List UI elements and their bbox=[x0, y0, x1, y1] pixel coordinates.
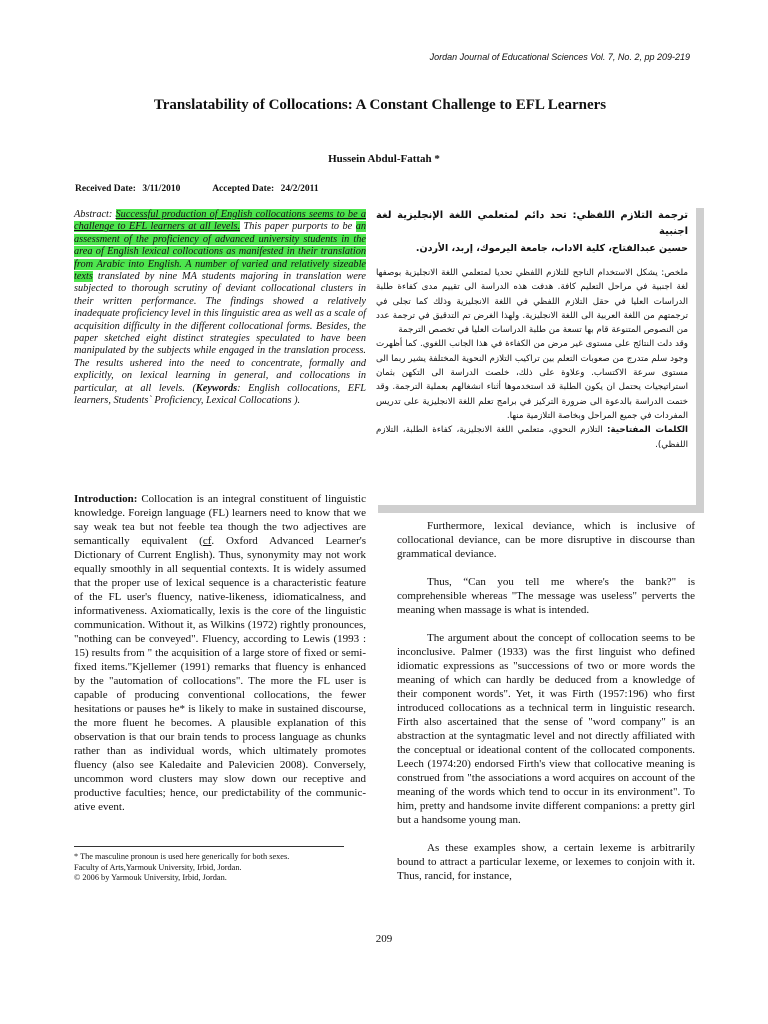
arabic-author: حسين عبدالفتاح، كلية الاداب، جامعة اليرموك، إربد، الأردن. bbox=[415, 243, 688, 254]
arabic-keywords-label: الكلمات المفتاحية: bbox=[607, 425, 688, 436]
footnote-affiliation: Faculty of Arts,Yarmouk University, Irbid, Jordan. bbox=[74, 862, 242, 872]
accepted-label: Accepted Date: bbox=[212, 184, 275, 194]
received-label: Received Date: bbox=[75, 184, 136, 194]
paper-author: Hussein Abdul-Fattah * bbox=[328, 153, 440, 165]
introduction-text-a: Collocation is an integral constituent of linguistic knowledge. Foreign language (FL) learners need to know that we say weak tea but not feeble tea though the two adjectives are semantically equivalent ( bbox=[74, 493, 366, 547]
arabic-keywords bbox=[376, 423, 688, 452]
received-date: 3/11/2010 bbox=[142, 184, 181, 194]
arabic-box-shadow-right bbox=[696, 208, 704, 513]
abstract-text-2: translated by nine MA students majoring in translation were subjected to thorough scrutiny of deviant collocational clusters in their written performance. The findings showed a relatively inadequate proficiency level in this linguistic area as well as a scale of acquisition difficulty in the different collocational forms. Besides, the paper sketched eight distinct strategies speculated to have been manipulated by the subjects while engaged in the translation process. The results ushered into the need to concentrate, formally and explicitly, on lexical learning in general, and collocations in particular, at all levels. ( bbox=[74, 271, 366, 394]
arabic-abstract bbox=[376, 208, 688, 452]
abstract-highlight-1: Successful production of English collocations seems to be a challenge to EFL learners at all levels. bbox=[74, 209, 366, 233]
english-abstract bbox=[74, 209, 366, 408]
journal-header: Jordan Journal of Educational Sciences Vol. 7, No. 2, pp 209-219 bbox=[429, 52, 690, 62]
right-paragraph-2: Thus, “Can you tell me where's the bank?" is comprehensible whereas "The message was useless" perverts the meaning when massage is what is intended. bbox=[397, 576, 695, 616]
right-column bbox=[397, 519, 695, 897]
cf-abbrev: cf bbox=[202, 535, 212, 547]
introduction-text-b: . Oxford Advanced Learner's Dictionary of Current English). Thus, synonymity may not work equally smoothly in all sequential contexts. It is widely assumed that the proper use of lexical sequence is a characteristic feature of the FL user's fluency, native-likeness, idiomaticalness, and informativeness. Axiomatically, lexis is the core of the linguistic communication. Without it, as Wilkins (1972) rightly pronounces, "nothing can be conveyed". Fluency, according to Lewis (1993 : 15) results from " the acquisition of a large store of fixed or semi-fixed items."Kjellemer (1991) remarks that fluency is enhanced by the "automation of collocations". The more the FL user is capable of producing conventional collocations, the fewer hesitations or pauses he* is likely to make in sustained discourse, the more fluent he becomes. A plausible explanation of this observation is that our brain tends to process language as chunks rather than as individual words, which ultimately promotes fluency (also see Kaledaite and Palevicien 2008). Conversely, uncommon word clusters may slow down our receptive and productive faculties; hence, our predictability of the communic-ative event. bbox=[74, 535, 366, 813]
footnote-divider bbox=[74, 846, 344, 847]
right-paragraph-1: Furthermore, lexical deviance, which is inclusive of collocational deviance, can be more disruptive in discourse than grammatical deviance. bbox=[397, 520, 695, 560]
introduction-paragraph bbox=[74, 492, 366, 814]
abstract-label: Abstract bbox=[74, 209, 109, 220]
footnote-pronoun: * The masculine pronoun is used here generically for both sexes. bbox=[74, 852, 290, 861]
dates-line bbox=[75, 184, 323, 194]
abstract-highlight-2: an assessment of the proficiency of advanced university students in the area of English lexical collocations as manifested in their translation from Arabic into English. A number of varied and relatively sizeable texts bbox=[74, 221, 366, 283]
page-number: 209 bbox=[375, 933, 393, 945]
footnote-copyright: © 2006 by Yarmouk University, Irbid, Jordan. bbox=[74, 873, 227, 882]
arabic-box-shadow-bottom bbox=[378, 505, 704, 513]
right-paragraph-3: The argument about the concept of collocation seems to be inconclusive. Palmer (1933) was the first linguist who defined idiomatic expressions as "successions of two or more words the meaning of which can hardly be deduced from a knowledge of their component words". Yet, it was Firth (1957:196) who first introduced collocations as a technical term in linguistic research. Firth also ascertained that the sense of "word company" is an abstraction at the syntagmatic level and not directly affiliated with the conceptual or ideational content of the collocated components. Leech (1974:20) endorsed Firth's view that collocative meaning is construed from "the associations a word acquires on account of the meaning of the words which tend to occur in its environment". To him, pretty and handsome invite different companions: a pretty girl but a handsome young man. bbox=[397, 632, 695, 826]
abstract-colon: : bbox=[108, 209, 116, 220]
arabic-paragraph-1: ملخص: يشكل الاستخدام الناجح للتلازم اللفظي تحديا لمتعلمي اللغة الانجليزية بوصفها لغة اجنبية في مراحل التعليم كافة. هدفت هذه الدراسة الى تقييم مدى كفاءة طلبة الدراسات العليا في حقل التلازم اللفظي في اللغة الانجليزية وذلك كما تجلى في ترجمتهم من اللغة العربية الى اللغة الانجليزية. ولهذا الغرض تم التدقيق في ترجمة عدد من النصوص المتنوعة قام بها تسعة من طلبة الدراسات العليا في تخصص الترجمة bbox=[376, 268, 688, 336]
keywords-text: : English collocations, EFL learners, Students` Proficiency, Lexical Collocations ). bbox=[74, 382, 366, 407]
paper-title: Translatability of Collocations: A Constant Challenge to EFL Learners bbox=[153, 97, 607, 113]
arabic-title: ترجمة التلازم اللفظي: تحد دائم لمتعلمي اللغة الإنجليزية لغة اجنبية bbox=[376, 210, 688, 237]
accepted-date: 24/2/2011 bbox=[280, 184, 319, 194]
arabic-keywords-text: التلازم النحوي، متعلمي اللغة الانجليزية، كفاءة الطلبة، التلازم اللفظي). bbox=[376, 425, 688, 450]
arabic-paragraph-2: وقد دلت النتائج على مستوى غير مرض من الكفاءة في هذا الجانب اللغوي. كما أظهرت وجود سلم متدرج من صعوبات التعلم بين تراكيب التلازم النحوية المختلفة يشير ربما الى مستوى سرعة الاكتساب. وعلاوة على ذلك، خلصت الدراسة الى التكهن بثمان استراتيجيات يحتمل ان يكون الطلبة قد استخدموها أثناء انشغالهم بعملية الترجمة. وقد ختمت الدراسة بالدعوة الى ضرورة التركيز في برامج تعلم اللغة الانجليزية على تدريس المفردات في جميع المراحل وبخاصة التلازمية منها. bbox=[376, 339, 688, 421]
right-paragraph-4: As these examples show, a certain lexeme is arbitrarily bound to attract a particular lexeme, or lexemes to conjoin with it. Thus, rancid, for instance, bbox=[397, 842, 695, 882]
footnotes bbox=[74, 852, 366, 884]
introduction-label: Introduction: bbox=[74, 493, 138, 505]
abstract-text-1: This paper purports to be bbox=[240, 221, 356, 233]
keywords-label: Keywords bbox=[195, 382, 238, 394]
